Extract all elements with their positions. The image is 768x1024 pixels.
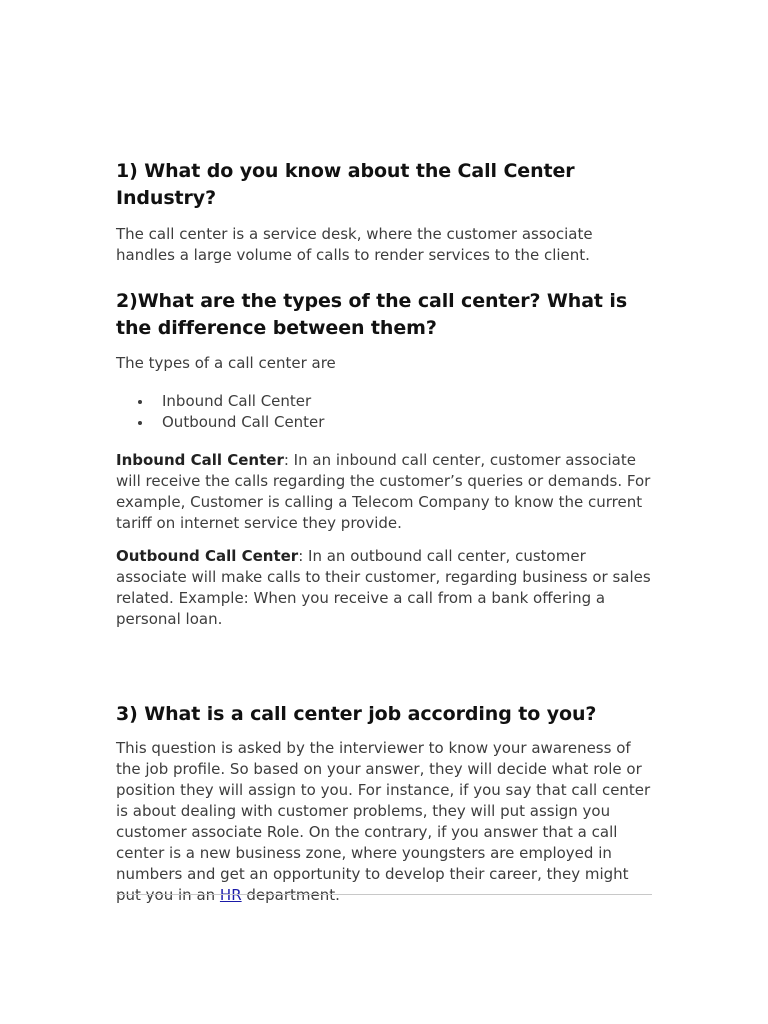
- question-2-heading: 2)What are the types of the call center? What is the difference between them?: [116, 290, 628, 339]
- hr-link[interactable]: HR: [219, 886, 242, 904]
- document-page: [116, 158, 656, 906]
- outbound-description: [116, 546, 656, 630]
- question-1-heading: 1) What do you know about the Call Center Industry?: [116, 160, 575, 209]
- question-3-heading: 3) What is a call center job according to you?: [116, 703, 597, 725]
- question-2-intro: The types of a call center are: [116, 354, 336, 372]
- list-item: [138, 391, 656, 412]
- list-item-label: Outbound Call Center: [162, 413, 325, 431]
- list-item-label: Inbound Call Center: [162, 392, 312, 410]
- horizontal-divider: [116, 894, 652, 895]
- inbound-description: [116, 450, 656, 534]
- inbound-term: Inbound Call Center: [116, 451, 284, 469]
- outbound-text: : In an outbound call center, customer associate will make calls to their customer, regarding business or sales related. Example: When you receive a call from a bank offering a personal loan.: [116, 547, 651, 628]
- question-1-answer: The call center is a service desk, where the customer associate handles a large volume of calls to render services to the client.: [116, 225, 593, 264]
- inbound-text: : In an inbound call center, customer associate will receive the calls regarding the customer’s queries or demands. For example, Customer is calling a Telecom Company to know the current tariff on internet service they provide.: [116, 451, 651, 532]
- list-item: [138, 412, 656, 433]
- answer-text-end: department.: [241, 886, 340, 904]
- bullet-icon: [138, 400, 142, 404]
- question-3-answer: [116, 738, 656, 906]
- outbound-term: Outbound Call Center: [116, 547, 299, 565]
- answer-text-start: This question is asked by the interviewer to know your awareness of the job profile. So based on your answer, they will decide what role or position they will assign to you. For instance, if you say that call center is about dealing with customer problems, they will put assign you customer associate Role. On the contrary, if you answer that a call center is a new business zone, where youngsters are employed in numbers and get an opportunity to develop their career, they might put you in an: [116, 739, 651, 904]
- call-center-types-list: [116, 391, 656, 433]
- bullet-icon: [138, 421, 142, 425]
